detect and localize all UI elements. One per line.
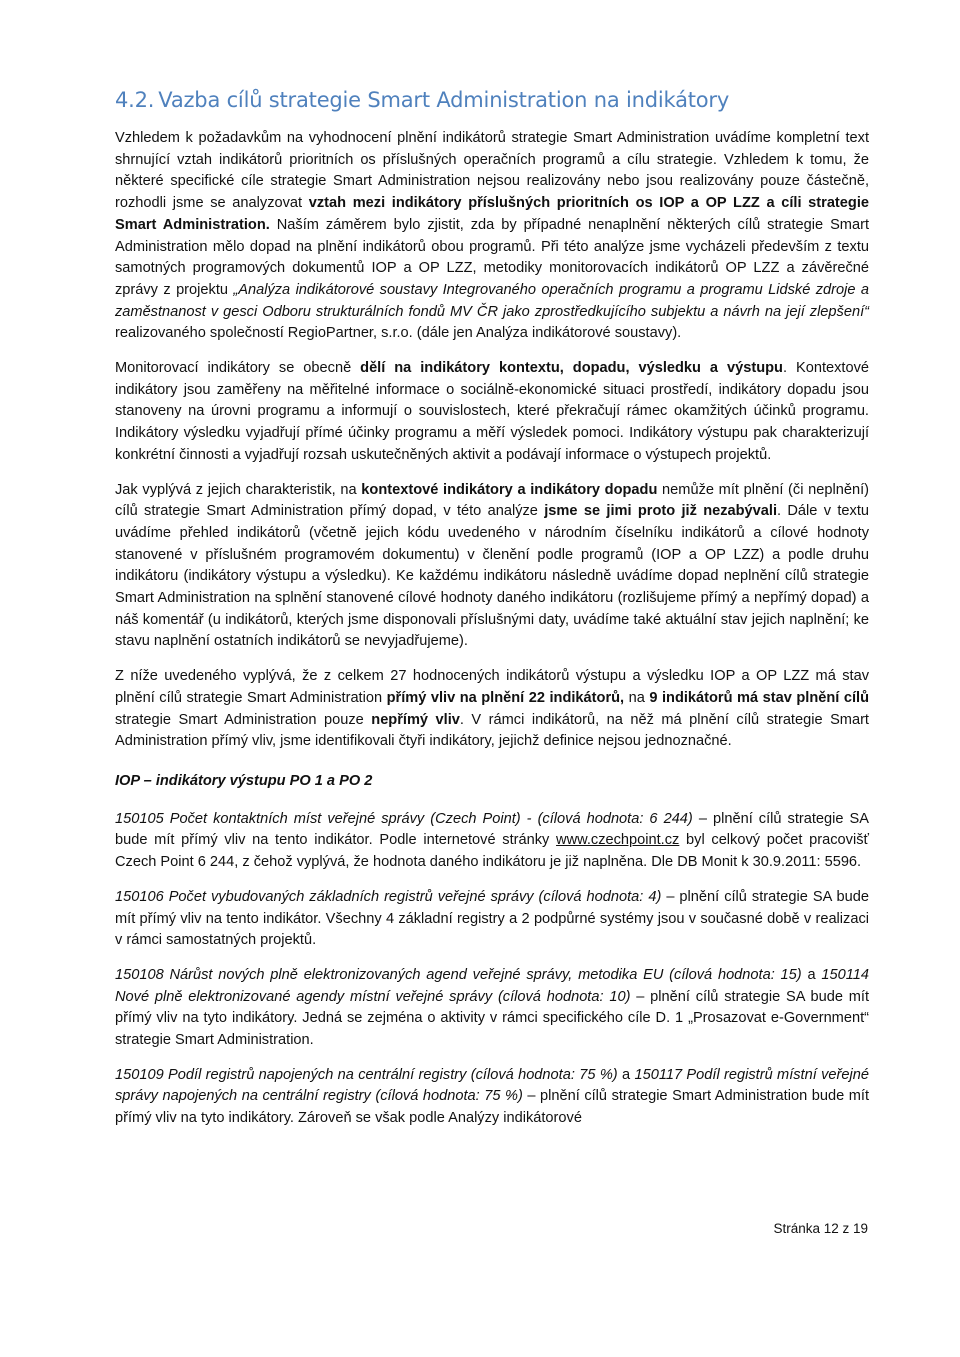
bold-run: dělí na indikátory kontextu, dopadu, výsledku a výstupu [360,360,783,377]
paragraph-context-indicators [115,480,869,654]
italic-run: 150105 Počet kontaktních míst veřejné správy (Czech Point) - (cílová hodnota: 6 244) [115,810,693,827]
text-run: – plnění cílů strategie SA bude mít přímý vliv na tyto indikátory. Jedná se zejména o aktivity v rámci specifického cíle D. 1 „Prosazovat e-Government“ strategie Smart Administration. [115,988,869,1049]
czechpoint-link[interactable]: www.czechpoint.cz [556,832,680,849]
text-run: a [617,1066,635,1083]
italic-run: 150114 Nové plně elektronizované agendy místní veřejné správy (cílová hodnota: 10) [115,966,869,1005]
paragraph-indicator-150106 [115,887,869,952]
section-title: Vazba cílů strategie Smart Administration na indikátory [158,88,730,112]
text-run: Z níže uvedeného vyplývá, že z celkem 27 hodnocených indikátorů výstupu a výsledku IOP a OP LZZ má stav plnění cílů strategie Smart Administration [115,668,869,706]
italic-run: 150117 Podíl registrů místní veřejné správy napojených na centrální registry (cílová hodnota: 75 %) [115,1066,869,1105]
page-number-footer: Stránka 12 z 19 [773,1221,868,1236]
paragraph-summary [115,666,869,753]
text-run: Vzhledem k požadavkům na vyhodnocení plnění indikátorů strategie Smart Administration uvádíme kompletní text shrnující vztah indikátorů prioritních os příslušných operačních programů a cílu strategie. Vzhledem k tomu, že některé specifické cíle strategie Smart Administration nejsou realizovány nebo jsou realizovány pouze částečně, rozhodli jsme se analyzovat [115,130,869,212]
paragraph-indicator-150105 [115,809,869,874]
text-run: . V rámci indikátorů, na něž má plnění cílů strategie Smart Administration přímý vliv, jsme identifikovali čtyři indikátory, jejichž definice nejsou jednoznačné. [115,711,869,750]
text-run: realizovaného společností RegioPartner, s.r.o. (dále jen Analýza indikátorové soustavy). [115,325,682,342]
italic-run: „Analýza indikátorové soustavy Integrovaného operačních programu a programu Lidské zdroje a zaměstnanost v gesci Odboru strukturálních fondů MV ČR jako zprostředkujícího subjektu a návrh na její zlepšení“ [115,281,869,320]
paragraph-indicator-150109 [115,1065,869,1130]
bold-run: 9 indikátorů má stav plnění cílů [649,689,869,706]
paragraph-indicator-150108 [115,965,869,1052]
italic-run: 150106 Počet vybudovaných základních registrů veřejné správy (cílová hodnota: 4) [115,888,662,905]
text-run: – plnění cílů strategie Smart Administration bude mít přímý vliv na tyto indikátory. Zároveň se však podle Analýzy indikátorové [115,1088,870,1127]
section-heading [115,88,869,112]
text-run: Monitorovací indikátory se obecně [115,360,361,377]
section-number: 4.2. [115,88,155,112]
bold-run: jsme se jimi proto již nezabývali [544,503,778,520]
text-run: strategie Smart Administration pouze [115,711,372,728]
document-page [115,88,869,1143]
paragraph-intro [115,128,869,345]
text-run: – plnění cílů strategie SA bude mít přímý vliv na tento indikátor. Podle internetové stránky [115,810,869,849]
text-run: Jak vyplývá z jejich charakteristik, na [115,481,362,498]
text-run: – plnění cílů strategie SA bude mít přímý vliv na tento indikátor. Všechny 4 základní registry a 2 podpůrné systémy jsou v současné době v realizaci v rámci samostatných projektů. [115,888,869,949]
bold-run: nepřímý vliv [371,711,460,728]
text-run: . Kontextové indikátory jsou zaměřeny na měřitelné informace o sociálně-ekonomické situaci prostředí, indikátory dopadu jsou stanoveny na úrovni programu a informují o souvislostech, které překračují rámec okamžitých účinků programu. Indikátory výsledku vyjadřují přímé účinky programu a měří výsledek pomoci. Indikátory výstupu pak charakterizují konkrétní činnosti a vyjadřují rozsah uskutečněných aktivit a podávají informace o výstupech projektů. [115,360,870,463]
text-run: byl celkový počet pracovišť Czech Point 6 244, z čehož vyplývá, že hodnota daného indikátoru je již naplněna. Dle DB Monit k 30.9.2011: 5596. [115,832,869,871]
bold-run: vztah mezi indikátory příslušných prioritních os IOP a OP LZZ a cíli strategie Smart Administration. [115,195,869,233]
text-run: . Dále v textu uvádíme přehled indikátorů (včetně jejich kódu uvedeného v národním číselníku indikátorů a cílové hodnoty stanovené v příslušném programovém dokumentu) v členění podle programů (IOP a OP LZZ) a podle druhu indikátoru (indikátory výstupu a výsledku). Ke každému indikátoru následně uvádíme dopad neplnění cílů strategie Smart Administration na splnění stanovené cílové hodnoty daného indikátoru (rozlišujeme přímý a nepřímý dopad) a náš komentář (u indikátorů, kterých jsme disponovali příslušnými daty, uvádíme také aktuální stav jejich naplnění; ke stavu naplnění ostatních indikátorů se nevyjadřujeme). [115,503,869,650]
bold-run: kontextové indikátory a indikátory dopadu [361,481,658,498]
text-run: nemůže mít plnění (či neplnění) cílů strategie Smart Administration přímý dopad, v této analýze [115,481,869,520]
text-run: na [624,689,650,706]
bold-run: přímý vliv na plnění 22 indikátorů, [386,689,625,706]
italic-run: 150109 Podíl registrů napojených na centrální registry (cílová hodnota: 75 %) [115,1066,618,1083]
paragraph-indicator-types [115,358,869,467]
text-run: a [801,966,822,983]
subheading: IOP – indikátory výstupu PO 1 a PO 2 [115,772,373,789]
italic-run: 150108 Nárůst nových plně elektronizovaných agend veřejné správy, metodika EU (cílová hodnota: 15) [115,966,802,983]
text-run: Naším záměrem bylo zjistit, zda by případné nenaplnění některých cílů strategie Smart Administration mělo dopad na plnění indikátorů obou programů. Při této analýze jsme vycházeli především z textu samotných programových dokumentů IOP a OP LZZ, metodiky monitorovacích indikátorů OP LZZ a závěrečné zprávy z projektu [115,216,869,298]
